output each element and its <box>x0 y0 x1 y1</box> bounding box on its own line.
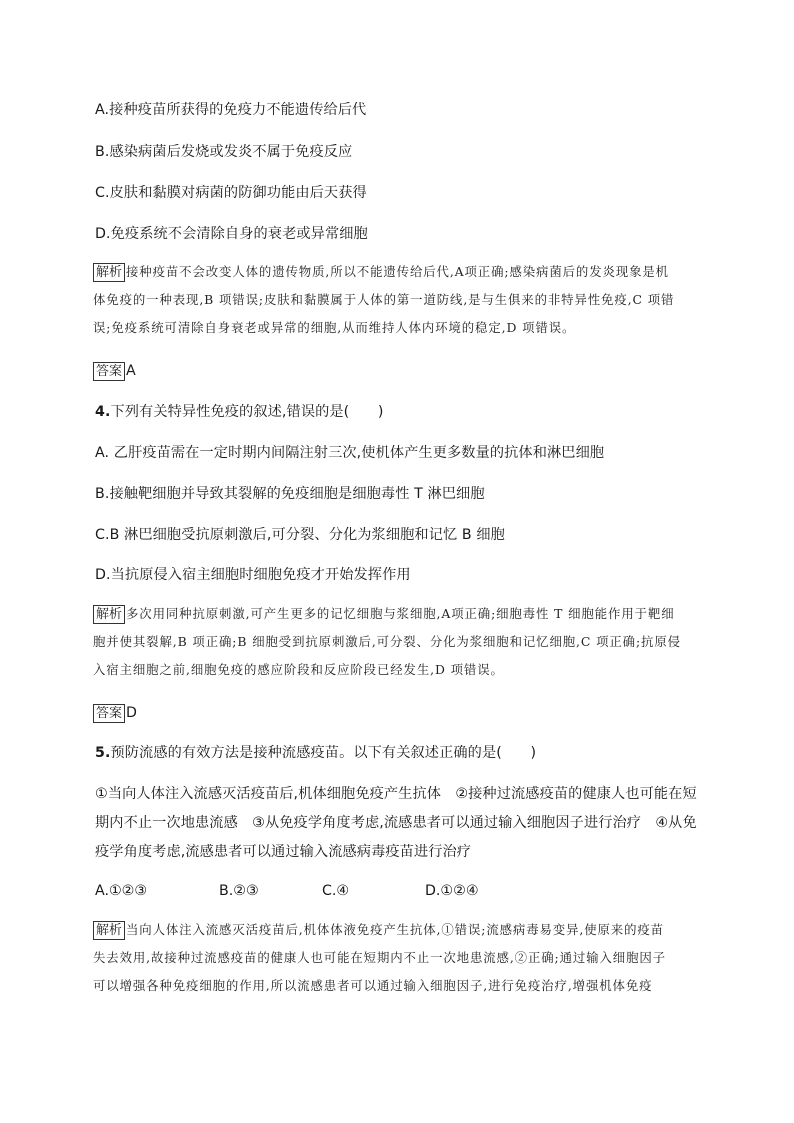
q5-choice-a: A.①②③ <box>95 883 148 899</box>
q5-analysis-text-1: 当向人体注入流感灭活疫苗后,机体体液免疫产生抗体,①错误;流感病毒易变异,使原来的疫苗 <box>126 922 664 937</box>
q5-choice-b: B.②③ <box>219 883 259 899</box>
q5-statement-line-3: 疫学角度考虑,流感患者可以通过输入流感病毒疫苗进行治疗 <box>95 844 472 860</box>
q3-option-d: D.免疫系统不会清除自身的衰老或异常细胞 <box>95 226 368 242</box>
analysis-tag: 解析 <box>93 263 125 282</box>
q5-number: 5. <box>95 745 111 761</box>
q4-analysis-line-1 <box>93 605 675 624</box>
q5-analysis-line-3: 可以增强各种免疫细胞的作用,所以流感患者可以通过输入细胞因子,进行免疫治疗,增强机体免疫 <box>93 978 653 993</box>
q4-analysis-line-3: 入宿主细胞之前,细胞免疫的感应阶段和反应阶段已经发生,D 项错误。 <box>93 662 504 677</box>
analysis-tag: 解析 <box>93 921 125 940</box>
q5-analysis-line-2: 失去效用,故接种过流感疫苗的健康人也可能在短期内不止一次地患流感,②正确;通过输入细胞因子 <box>93 950 666 965</box>
q4-option-d: D.当抗原侵入宿主细胞时细胞免疫才开始发挥作用 <box>95 567 411 583</box>
q5-stem-text: 预防流感的有效方法是接种流感疫苗。以下有关叙述正确的是( ) <box>110 745 537 761</box>
q4-stem <box>95 402 384 422</box>
q4-number: 4. <box>95 404 111 420</box>
q3-option-a: A.接种疫苗所获得的免疫力不能遗传给后代 <box>95 102 367 118</box>
analysis-tag: 解析 <box>93 605 125 624</box>
q4-stem-text: 下列有关特异性免疫的叙述,错误的是( ) <box>110 404 384 420</box>
q5-analysis-line-1 <box>93 921 664 940</box>
q3-analysis-text-1: 接种疫苗不会改变人体的遗传物质,所以不能遗传给后代,A项正确;感染病菌后的发炎现象是机 <box>126 264 669 279</box>
q5-choice-d: D.①②④ <box>425 883 479 899</box>
q5-choice-c: C.④ <box>322 883 350 899</box>
q3-answer <box>93 361 136 381</box>
q3-option-b: B.感染病菌后发烧或发炎不属于免疫反应 <box>95 144 353 160</box>
q3-analysis-line-2: 体免疫的一种表现,B 项错误;皮肤和黏膜属于人体的第一道防线,是与生俱来的非特异性免疫,C 项错 <box>93 292 675 307</box>
q3-analysis-line-3: 误;免疫系统可清除自身衰老或异常的细胞,从而维持人体内环境的稳定,D 项错误。 <box>93 320 576 335</box>
q3-answer-value: A <box>126 363 136 379</box>
q4-answer <box>93 703 137 723</box>
q5-stem <box>95 743 536 763</box>
q4-answer-value: D <box>126 705 137 721</box>
answer-tag: 答案 <box>93 704 125 723</box>
answer-tag: 答案 <box>93 362 125 381</box>
q3-option-c: C.皮肤和黏膜对病菌的防御功能由后天获得 <box>95 185 367 201</box>
q4-option-a: A. 乙肝疫苗需在一定时期内间隔注射三次,使机体产生更多数量的抗体和淋巴细胞 <box>95 445 605 461</box>
q4-option-b: B.接触靶细胞并导致其裂解的免疫细胞是细胞毒性 T 淋巴细胞 <box>95 486 485 502</box>
q4-analysis-text-1: 多次用同种抗原刺激,可产生更多的记忆细胞与浆细胞,A项正确;细胞毒性 T 细胞能作用于靶细 <box>126 606 675 621</box>
q4-analysis-line-2: 胞并使其裂解,B 项正确;B 细胞受到抗原刺激后,可分裂、分化为浆细胞和记忆细胞,C 项正确;抗原侵 <box>93 634 681 649</box>
q4-option-c: C.B 淋巴细胞受抗原刺激后,可分裂、分化为浆细胞和记忆 B 细胞 <box>95 527 505 543</box>
q5-statement-line-2: 期内不止一次地患流感 ③从免疫学角度考虑,流感患者可以通过输入细胞因子进行治疗 ④从免 <box>95 815 697 831</box>
q3-analysis-line-1 <box>93 263 669 282</box>
q5-statement-line-1: ①当向人体注入流感灭活疫苗后,机体细胞免疫产生抗体 ②接种过流感疫苗的健康人也可能在短 <box>95 786 697 802</box>
